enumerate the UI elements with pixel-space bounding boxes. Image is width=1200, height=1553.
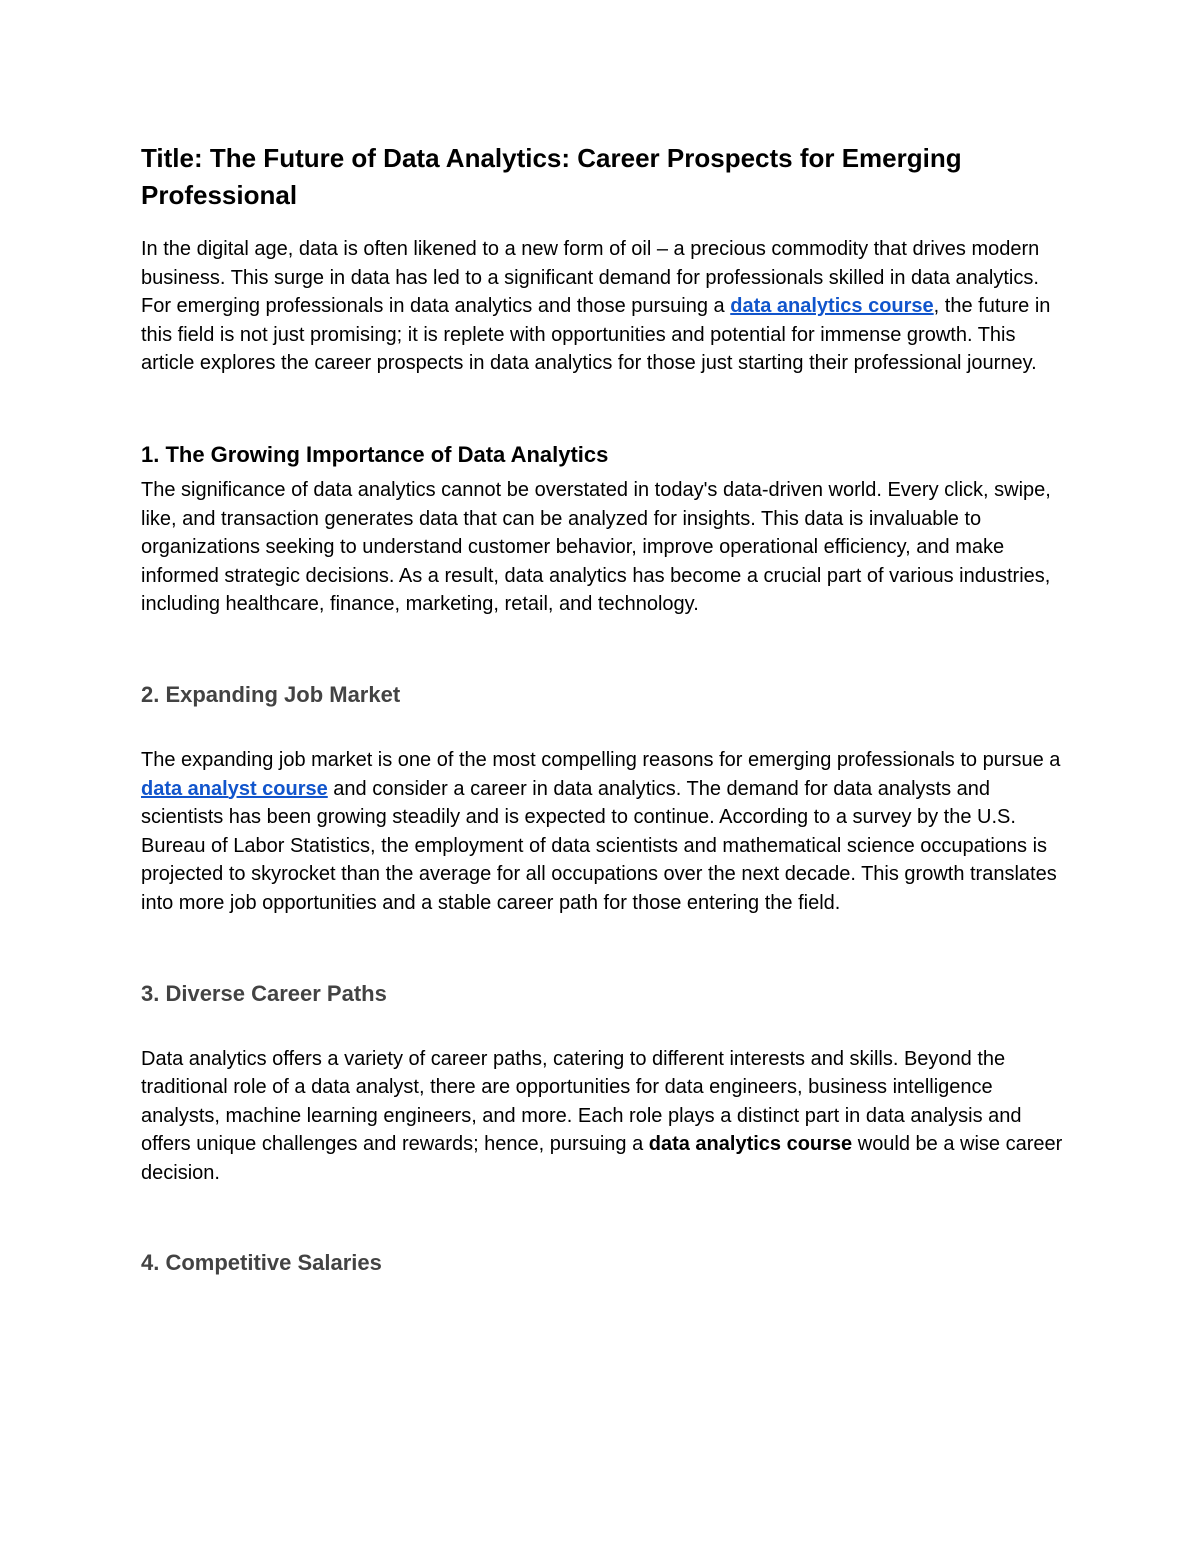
section-heading-growing-importance: 1. The Growing Importance of Data Analytics: [141, 441, 609, 467]
section-heading-competitive-salaries: 4. Competitive Salaries: [141, 1250, 382, 1276]
spacer: [141, 710, 1071, 746]
data-analyst-course-link[interactable]: data analyst course: [141, 777, 328, 800]
spacer: [141, 1009, 1071, 1045]
intro-text-start: In the digital age, data is often likened to a new form of oil – a precious commodity that drives modern business. This surge in data has led to a significant demand for professionals skilled in data analytics. For emerging professionals in data analytics and those pursuing a: [141, 238, 1040, 318]
section-body-expanding-job-market: [141, 746, 1071, 918]
spacer: [141, 1187, 1071, 1248]
spacer: [141, 918, 1071, 979]
job-market-text-start: The expanding job market is one of the most compelling reasons for emerging professionals to pursue a: [141, 748, 1061, 771]
bold-course-phrase: data analytics course: [648, 1133, 853, 1156]
intro-paragraph: [141, 235, 1071, 378]
document-title: Title: The Future of Data Analytics: Career Prospects for Emerging Professional: [141, 143, 962, 210]
section-body-diverse-career-paths: [141, 1045, 1071, 1188]
document-page: [141, 140, 1071, 1278]
section-body-growing-importance: The significance of data analytics cannot be overstated in today's data-driven world. Every click, swipe, like, and transaction generates data that can be analyzed for insights. This data is invaluable to organizations seeking to understand customer behavior, improve operational efficiency, and make informed strategic decisions. As a result, data analytics has become a crucial part of various industries, including healthcare, finance, marketing, retail, and technology.: [141, 478, 1051, 616]
section-heading-expanding-job-market: 2. Expanding Job Market: [141, 681, 401, 707]
career-paths-text-start: Data analytics offers a variety of career paths, catering to different interests and skills. Beyond the traditional role of a data analyst, there are opportunities for data engineers, business intelligence analysts, machine learning engineers, and more. Each role plays a distinct part in data analysis and offers unique challenges and rewards; hence, pursuing a: [141, 1047, 1022, 1156]
job-market-text-end: and consider a career in data analytics. The demand for data analysts and scientists has been growing steadily and is expected to continue. According to a survey by the U.S. Bureau of Labor Statistics, the employment of data scientists and mathematical science occupations is projected to skyrocket than the average for all occupations over the next decade. This growth translates into more job opportunities and a stable career path for those entering the field.: [141, 777, 1057, 914]
spacer: [141, 378, 1071, 440]
section-heading-diverse-career-paths: 3. Diverse Career Paths: [141, 980, 387, 1006]
spacer: [141, 619, 1071, 680]
data-analytics-course-link[interactable]: data analytics course: [730, 295, 934, 318]
career-paths-text-end: would be a wise career decision.: [141, 1133, 1063, 1184]
intro-text-end: , the future in this field is not just promising; it is replete with opportunities and potential for immense growth. This article explores the career prospects in data analytics for those just starting their professional journey.: [141, 295, 1051, 375]
